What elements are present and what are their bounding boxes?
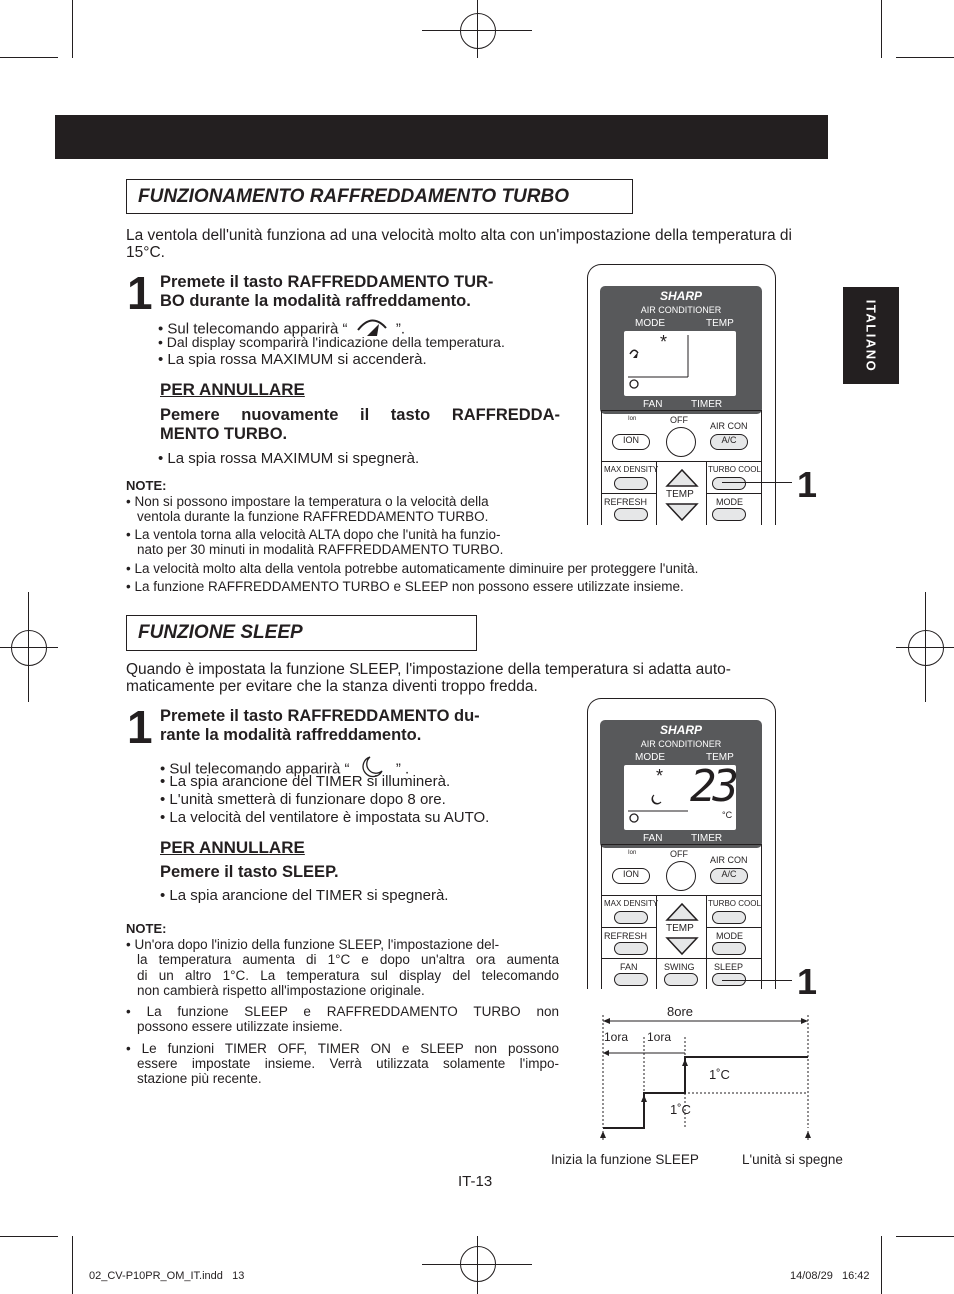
remote-ion-small: Ion	[628, 416, 637, 422]
remote-ion-text: ION	[622, 435, 639, 445]
turbo-remote-illustration	[587, 264, 776, 525]
remote-ion-button	[612, 434, 650, 450]
turbo-step-number: 1	[127, 267, 153, 319]
lcd-temperature: 23	[690, 761, 735, 812]
turbo-note-1a: • Non si possono impostare la temperatura o la velocità della	[126, 494, 489, 509]
turbo-cancel-line-2: MENTO TURBO.	[160, 425, 288, 443]
page-number: IT-13	[458, 1173, 493, 1190]
lcd-unit: °C	[722, 810, 733, 820]
sleep-bullet-4: • La velocità del ventilatore è impostata su AUTO.	[160, 809, 490, 826]
footer-timestamp: 14/08/29 16:42	[790, 1270, 870, 1282]
sleep-bullet-1-end: ” .	[395, 760, 410, 778]
svg-text:*: *	[656, 766, 664, 786]
sleep-note-2a: • La funzione SLEEP e RAFFREDDAMENTO TURBO non	[126, 1004, 559, 1019]
header-bar	[55, 115, 828, 159]
remote2-brand: SHARP	[659, 723, 702, 737]
turbo-bullet-1-end: ”.	[395, 320, 406, 338]
remote2-ac-button	[710, 868, 748, 884]
remote2-ac-text: A/C	[721, 869, 737, 879]
remote-mode-button	[712, 508, 746, 521]
remote-fan-label: FAN	[643, 399, 663, 410]
remote-temp-label: TEMP	[706, 318, 734, 329]
remote2-fan-button	[614, 973, 648, 986]
remote2-aircon-label: AIR CON	[710, 855, 748, 865]
remote-maxdensity-label: MAX DENSITY	[604, 465, 659, 474]
remote-turbocool-label: TURBO COOL	[708, 465, 761, 474]
turbo-note-2a: • La ventola torna alla velocità ALTA dopo che l'unità ha funzio-	[126, 527, 501, 542]
remote-screen	[600, 286, 762, 414]
diagram-hour-1: 1ora	[604, 1030, 629, 1044]
diagram-step-1: 1˚C	[709, 1067, 730, 1082]
diagram-hour-2: 1ora	[647, 1030, 672, 1044]
remote-timer-label: TIMER	[691, 399, 723, 410]
turbo-note-1b: ventola durante la funzione RAFFREDDAMENTO TURBO.	[137, 509, 489, 524]
remote2-temp-button-label: TEMP	[666, 923, 694, 934]
turbo-bullet-3: • La spia rossa MAXIMUM si accenderà.	[158, 351, 427, 368]
turbo-intro: La ventola dell'unità funziona ad una velocità molto alta con un'impostazione della temperatura di 15°C.	[126, 227, 792, 261]
remote2-maxdensity-button	[614, 911, 648, 924]
remote2-refresh-label: REFRESH	[604, 931, 648, 941]
remote2-refresh-button	[614, 942, 648, 955]
language-tab-label: ITALIANO	[863, 299, 879, 372]
turbo-cancel-line-1: Pemere nuovamente il tasto RAFFREDDA-	[160, 406, 560, 424]
remote-mode-button-label: MODE	[716, 497, 743, 507]
turbo-step-line-1: Premete il tasto RAFFREDDAMENTO TUR-	[160, 273, 494, 291]
remote-refresh-label: REFRESH	[604, 497, 648, 507]
remote-off-button	[666, 427, 696, 457]
lcd-turbo-icons	[624, 331, 736, 396]
sleep-cancel-heading: PER ANNULLARE	[160, 838, 305, 857]
remote2-screen	[600, 720, 762, 848]
remote-temp-button-label: TEMP	[666, 489, 694, 500]
remote2-fan-label: FAN	[643, 833, 663, 844]
diagram-total-label: 8ore	[667, 1004, 694, 1019]
turbo-step-line-2: BO durante la modalità raffreddamento.	[160, 292, 471, 310]
remote-aircon-label: AIR CON	[710, 421, 748, 431]
turbo-notes-heading: NOTE:	[126, 478, 167, 493]
svg-text:*: *	[660, 332, 668, 352]
sleep-step-line-1: Premete il tasto RAFFREDDAMENTO du-	[160, 707, 480, 725]
sleep-callout-number: 1	[797, 961, 818, 1002]
remote2-timer-label: TIMER	[691, 833, 723, 844]
remote2-sleep-label: SLEEP	[714, 962, 744, 972]
remote2-subtitle: AIR CONDITIONER	[640, 739, 722, 749]
remote2-swing-label: SWING	[664, 962, 695, 972]
remote2-off-label: OFF	[670, 849, 688, 859]
remote-brand: SHARP	[659, 289, 702, 303]
sleep-title-text: FUNZIONE SLEEP	[138, 622, 303, 643]
remote2-fan-button-label: FAN	[620, 962, 638, 972]
remote2-off-button	[666, 861, 696, 891]
turbo-section-title	[126, 179, 633, 214]
remote-lcd	[624, 331, 736, 396]
sleep-cancel-text: Pemere il tasto SLEEP.	[160, 863, 339, 881]
remote-turbocool-button	[712, 477, 746, 490]
sleep-note-1b: la temperatura aumenta di 1°C e dopo un'altra ora aumenta	[137, 952, 559, 967]
sleep-section-title	[126, 615, 477, 651]
turbo-note-2b: nato per 30 minuti in modalità RAFFREDDAMENTO TURBO.	[137, 542, 504, 557]
remote2-turbocool-button	[712, 911, 746, 924]
remote-ac-button	[710, 434, 748, 450]
sleep-bullet-1-text: • Sul telecomando apparirà “	[160, 760, 350, 778]
sleep-callout-line	[722, 980, 792, 981]
sleep-remote-illustration	[587, 698, 776, 989]
remote2-mode-button-label: MODE	[716, 931, 743, 941]
remote-maxdensity-button	[614, 477, 648, 490]
footer-filename: 02_CV-P10PR_OM_IT.indd 13	[89, 1270, 245, 1282]
sleep-bullet-2: • La spia arancione del TIMER si illuminerà.	[160, 773, 451, 790]
diagram-step-2: 1˚C	[670, 1102, 691, 1117]
remote-subtitle: AIR CONDITIONER	[640, 305, 722, 315]
sleep-step-number: 1	[127, 701, 153, 753]
turbo-bullet-2: • Dal display scomparirà l'indicazione della temperatura.	[158, 334, 505, 350]
language-tab	[843, 287, 899, 384]
sleep-note-3b: essere impostate insieme. Verrà utilizzata solamente l'impo-	[137, 1056, 559, 1071]
sleep-intro-2: maticamente per evitare che la stanza diventi troppo fredda.	[126, 678, 538, 695]
sleep-bullet-3: • L'unità smetterà di funzionare dopo 8 ore.	[160, 791, 446, 808]
remote-mode-label: MODE	[635, 318, 665, 329]
remote2-lcd	[624, 761, 736, 830]
remote2-ion-small: Ion	[628, 850, 637, 856]
remote2-ion-text: ION	[622, 869, 639, 879]
remote2-maxdensity-label: MAX DENSITY	[604, 899, 659, 908]
diagram-end-label: L'unità si spegne	[742, 1152, 843, 1167]
remote2-swing-button	[664, 973, 698, 986]
sleep-note-1a: • Un'ora dopo l'inizio della funzione SLEEP, l'impostazione del-	[126, 937, 500, 952]
turbo-title-text: FUNZIONAMENTO RAFFREDDAMENTO TURBO	[138, 185, 569, 207]
sleep-cancel-bullet: • La spia arancione del TIMER si spegnerà.	[160, 887, 449, 904]
turbo-note-3: • La velocità molto alta della ventola potrebbe automaticamente diminuire per proteggere l'unità.	[126, 561, 699, 576]
remote-off-label: OFF	[670, 415, 688, 425]
remote2-temp-label: TEMP	[706, 752, 734, 763]
sleep-note-3a: • Le funzioni TIMER OFF, TIMER ON e SLEEP non possono	[126, 1041, 559, 1056]
turbo-cancel-bullet: • La spia rossa MAXIMUM si spegnerà.	[158, 450, 420, 467]
remote2-mode-button	[712, 942, 746, 955]
sleep-note-2b: possono essere utilizzate insieme.	[137, 1019, 343, 1034]
sleep-note-1c: di un altro 1°C. La temperatura sul display del telecomando	[137, 968, 559, 983]
turbo-note-4: • La funzione RAFFREDDAMENTO TURBO e SLEEP non possono essere utilizzate insieme.	[126, 579, 684, 594]
sleep-step-line-2: rante la modalità raffreddamento.	[160, 726, 422, 744]
sleep-notes-heading: NOTE:	[126, 921, 167, 936]
turbo-callout-number: 1	[797, 464, 818, 505]
turbo-bullet-1-text: • Sul telecomando apparirà “	[158, 320, 348, 338]
sleep-intro-1: Quando è impostata la funzione SLEEP, l'impostazione della temperatura si adatta auto-	[126, 661, 731, 678]
remote-refresh-button	[614, 508, 648, 521]
sleep-note-1d: non cambierà rispetto all'impostazione originale.	[137, 983, 425, 998]
turbo-callout-line	[722, 482, 792, 483]
remote-ac-text: A/C	[721, 435, 737, 445]
turbo-cancel-heading: PER ANNULLARE	[160, 380, 305, 399]
remote2-turbocool-label: TURBO COOL	[708, 899, 761, 908]
remote2-ion-button	[612, 868, 650, 884]
remote2-mode-label: MODE	[635, 752, 665, 763]
diagram-start-label: Inizia la funzione SLEEP	[551, 1152, 699, 1167]
sleep-note-3c: stazione più recente.	[137, 1071, 262, 1086]
